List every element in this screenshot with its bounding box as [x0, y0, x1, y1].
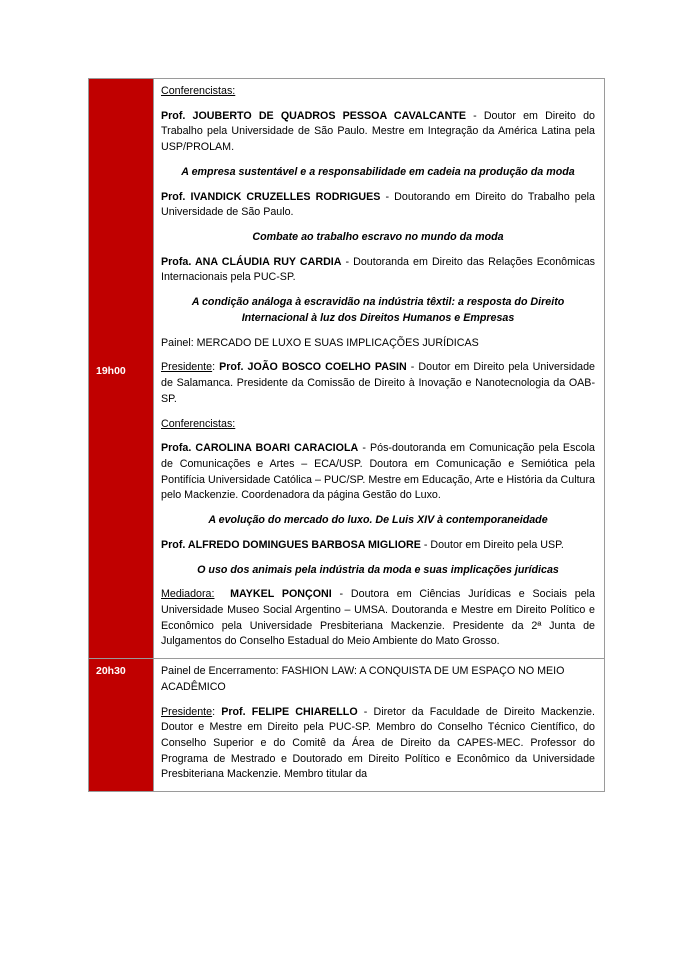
- speaker-bio: - Doutor em Direito pela Universidade de Salamanca. Presidente da Comissão de Direito à Inovação e Nanotecnologia da OAB-SP.: [161, 361, 595, 405]
- talk-title: O uso dos animais pela indústria da moda e suas implicações jurídicas: [197, 563, 559, 576]
- speaker-bio: - Doutoranda em Direito das Relações Econômicas Internacionais pela PUC-SP.: [161, 255, 595, 284]
- panel-title: Painel de Encerramento: FASHION LAW: A CONQUISTA DE UM ESPAÇO NO MEIO ACADÊMICO: [161, 665, 565, 693]
- speaker-name: Prof. FELIPE CHIARELLO: [221, 705, 358, 718]
- role-speaker-entry: [161, 587, 595, 650]
- speaker-name: Profa. ANA CLÁUDIA RUY CARDIA: [161, 255, 342, 268]
- talk-title: Combate ao trabalho escravo no mundo da moda: [252, 231, 504, 244]
- role-label: Presidente: [161, 361, 213, 374]
- speaker-name: MAYKEL PONÇONI: [230, 588, 332, 601]
- speaker-name: Profa. CAROLINA BOARI CARACIOLA: [161, 442, 359, 455]
- schedule-table: [88, 78, 605, 792]
- role-label: Conferencistas:: [161, 85, 236, 97]
- role-speaker-entry: [161, 360, 595, 407]
- table-row: [89, 659, 605, 792]
- speaker-bio: - Diretor da Faculdade de Direito Mackenzie. Doutor e Mestre em Direito pela PUC-SP. Membro do Conselho Técnico Científico, do Conselho Superior e do Comitê da Área de Direito da CAPES-MEC. Professor do Programa de Mestrado e Doutorado em Direito Político e Econômico da Universidade Presbiteriana Mackenzie. Membro titular da: [161, 705, 595, 781]
- speaker-name: Prof. JOUBERTO DE QUADROS PESSOA CAVALCANTE: [161, 109, 466, 122]
- role-speaker-entry: [161, 705, 595, 784]
- speaker-name: Prof. IVANDICK CRUZELLES RODRIGUES: [161, 190, 381, 203]
- time-cell: [89, 79, 154, 659]
- role-heading: [161, 417, 595, 433]
- session-content: [154, 79, 605, 659]
- role-heading: [161, 84, 595, 100]
- speaker-entry: [161, 109, 595, 156]
- talk-title: A empresa sustentável e a responsabilidade em cadeia na produção da moda: [181, 165, 575, 178]
- role-separator: [214, 588, 230, 600]
- role-label: Mediadora:: [161, 588, 215, 601]
- speaker-bio: - Doutorando em Direito do Trabalho pela Universidade de São Paulo.: [161, 190, 595, 219]
- role-separator: :: [212, 705, 222, 718]
- table-row: [89, 79, 605, 659]
- role-label: Presidente: [161, 705, 213, 718]
- speaker-bio: - Doutor em Direito do Trabalho pela Universidade de São Paulo. Mestre em Integração da América Latina pela USP/PROLAM.: [161, 109, 595, 154]
- panel-title: Painel: MERCADO DE LUXO E SUAS IMPLICAÇÕES JURÍDICAS: [161, 336, 479, 349]
- speaker-entry: [161, 441, 595, 504]
- speaker-name: Prof. ALFREDO DOMINGUES BARBOSA MIGLIORE: [161, 538, 421, 551]
- time-label: 20h30: [96, 665, 126, 678]
- talk-title: A evolução do mercado do luxo. De Luis XIV à contemporaneidade: [208, 514, 548, 527]
- time-label: 19h00: [96, 365, 126, 377]
- role-separator: :: [212, 361, 220, 374]
- time-cell: [89, 659, 154, 792]
- session-content: [154, 659, 605, 792]
- speaker-bio: - Doutor em Direito pela USP.: [420, 538, 564, 551]
- speaker-bio: - Pós-doutoranda em Comunicação pela Escola de Comunicações e Artes – ECA/USP. Doutora em Comunicação e Semiótica pela Pontifícia Universidade Católica – PUC/SP. Mestre em Educação, Arte e História da Cultura pelo Mackenzie. Coordenadora da página Gestão do Luxo.: [161, 442, 595, 502]
- role-label: Conferencistas:: [161, 417, 236, 430]
- speaker-bio: - Doutora em Ciências Jurídicas e Sociais pela Universidade Museo Social Argentino – UMSA. Doutoranda e Mestre em Direito Político e Econômico pela Universidade Presbiteriana Mackenzie. Presidente da 2ª Junta de Julgamentos do Conselho Estadual do Meio Ambiente do Mato Grosso.: [161, 588, 595, 648]
- talk-title: A condição análoga à escravidão na indústria têxtil: a resposta do Direito Internacional à luz dos Direitos Humanos e Empresas: [191, 296, 565, 324]
- speaker-name: Prof. JOÃO BOSCO COELHO PASIN: [219, 361, 407, 374]
- speaker-entry: [161, 190, 595, 221]
- speaker-entry: [161, 255, 595, 286]
- speaker-entry: [161, 538, 595, 554]
